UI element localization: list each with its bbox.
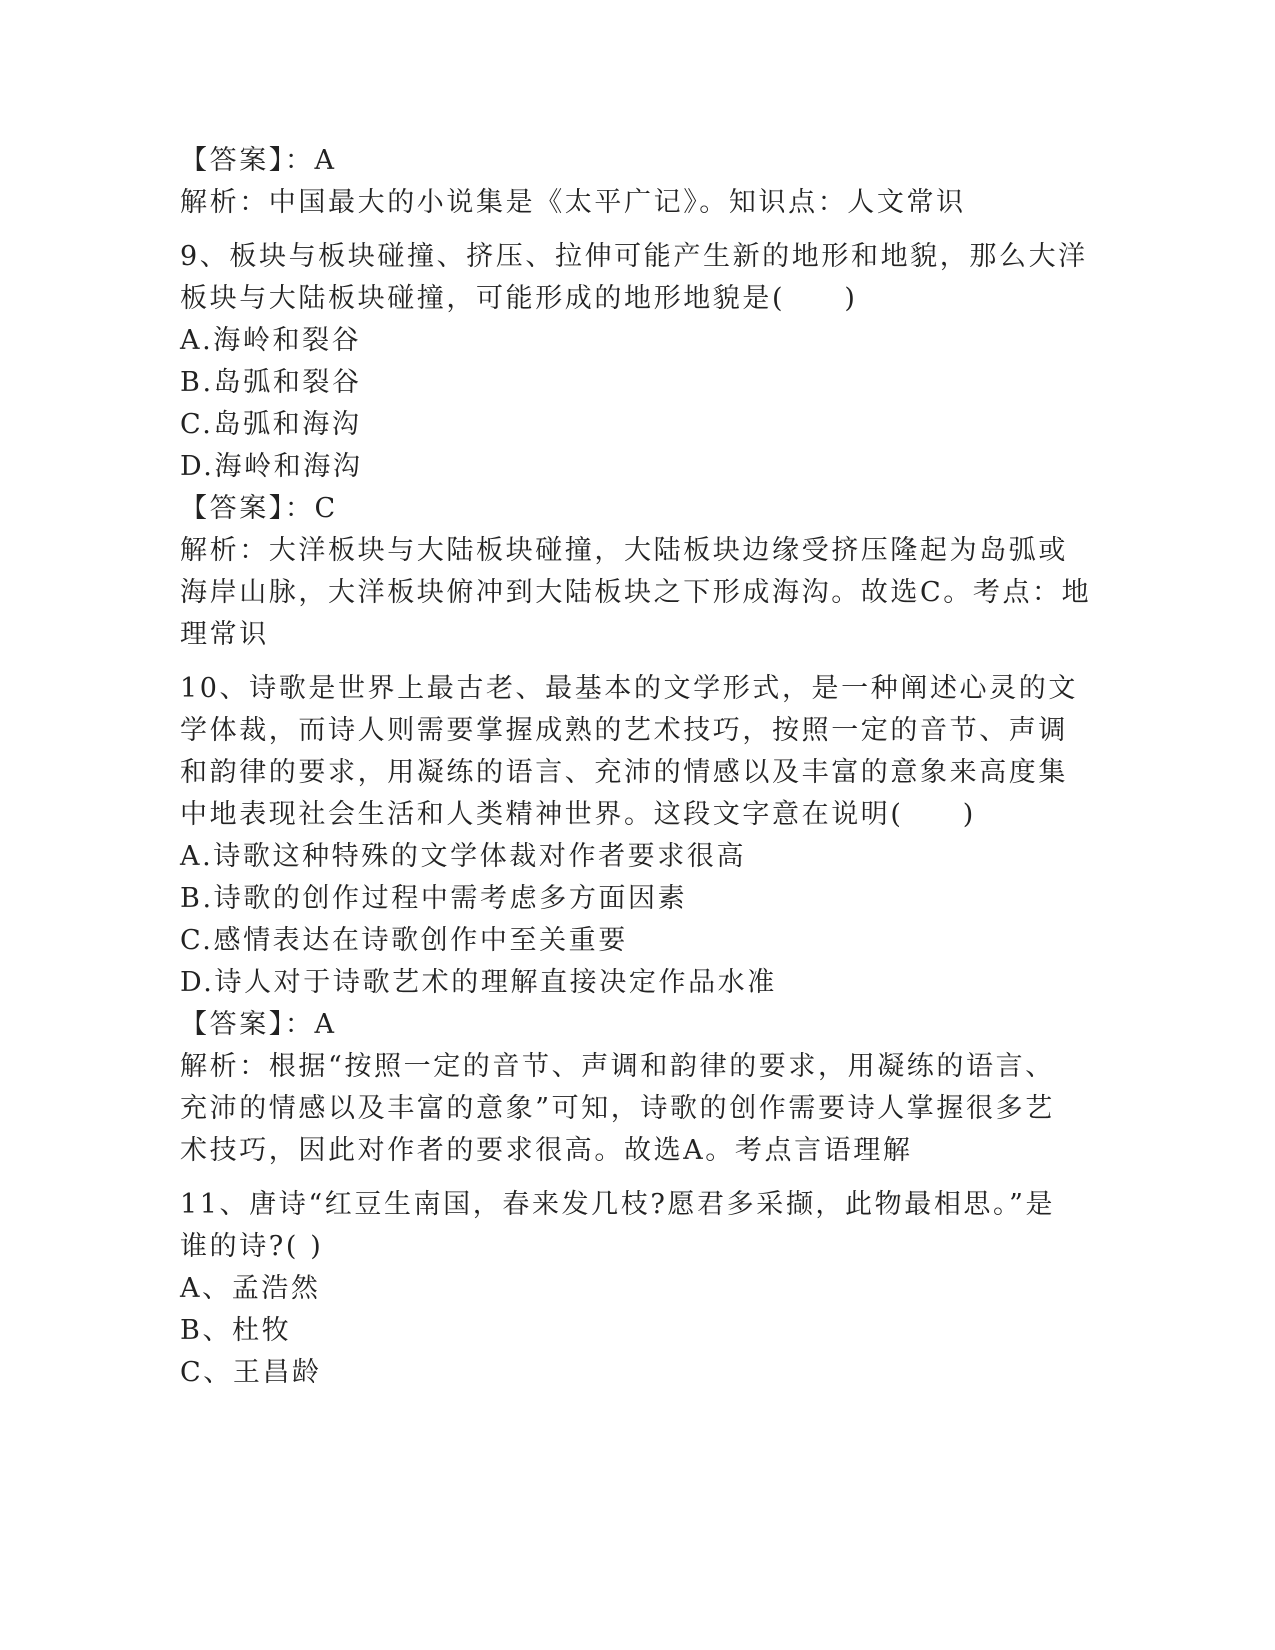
question-stem-line: 11、唐诗“红豆生南国，春来发几枝?愿君多采撷，此物最相思。”是 xyxy=(180,1189,1056,1220)
question-stem-line: 和韵律的要求，用凝练的语言、充沛的情感以及丰富的意象来高度集 xyxy=(180,757,1068,788)
option-b: B、杜牧 xyxy=(180,1315,292,1346)
explanation-line: 解析：根据“按照一定的音节、声调和韵律的要求，用凝练的语言、 xyxy=(180,1051,1055,1082)
answer-line: 【答案】：A xyxy=(180,1009,337,1040)
option-a: A、孟浩然 xyxy=(180,1273,321,1304)
option-a: A.诗歌这种特殊的文学体裁对作者要求很高 xyxy=(180,841,747,872)
question-stem-line: 学体裁，而诗人则需要掌握成熟的艺术技巧，按照一定的音节、声调 xyxy=(180,715,1068,746)
option-c: C.岛弧和海沟 xyxy=(180,409,362,440)
explanation-line: 解析：中国最大的小说集是《太平广记》。知识点：人文常识 xyxy=(180,187,966,218)
option-c: C、王昌龄 xyxy=(180,1357,322,1388)
question-stem-line: 9、板块与板块碰撞、挤压、拉伸可能产生新的地形和地貌，那么大洋 xyxy=(180,241,1088,272)
explanation-line: 解析：大洋板块与大陆板块碰撞，大陆板块边缘受挤压隆起为岛弧或 xyxy=(180,535,1068,566)
explanation-line: 海岸山脉，大洋板块俯冲到大陆板块之下形成海沟。故选C。考点：地 xyxy=(180,577,1092,608)
option-a: A.海岭和裂谷 xyxy=(180,325,362,356)
question-stem-line: 中地表现社会生活和人类精神世界。这段文字意在说明( ) xyxy=(180,799,976,830)
document-page xyxy=(180,140,1092,1394)
question-stem-line: 10、诗歌是世界上最古老、最基本的文学形式，是一种阐述心灵的文 xyxy=(180,673,1078,704)
explanation-line: 理常识 xyxy=(180,619,269,650)
option-c: C.感情表达在诗歌创作中至关重要 xyxy=(180,925,628,956)
option-d: D.海岭和海沟 xyxy=(180,451,363,482)
option-d: D.诗人对于诗歌艺术的理解直接决定作品水准 xyxy=(180,967,777,998)
explanation-line: 术技巧，因此对作者的要求很高。故选A。考点言语理解 xyxy=(180,1135,913,1166)
answer-line: 【答案】：C xyxy=(180,493,338,524)
explanation-line: 充沛的情感以及丰富的意象”可知，诗歌的创作需要诗人掌握很多艺 xyxy=(180,1093,1055,1124)
question-stem-line: 板块与大陆板块碰撞，可能形成的地形地貌是( ) xyxy=(180,283,858,314)
option-b: B.诗歌的创作过程中需考虑多方面因素 xyxy=(180,883,688,914)
answer-line: 【答案】：A xyxy=(180,145,337,176)
option-b: B.岛弧和裂谷 xyxy=(180,367,362,398)
question-stem-line: 谁的诗?( ) xyxy=(180,1231,324,1262)
